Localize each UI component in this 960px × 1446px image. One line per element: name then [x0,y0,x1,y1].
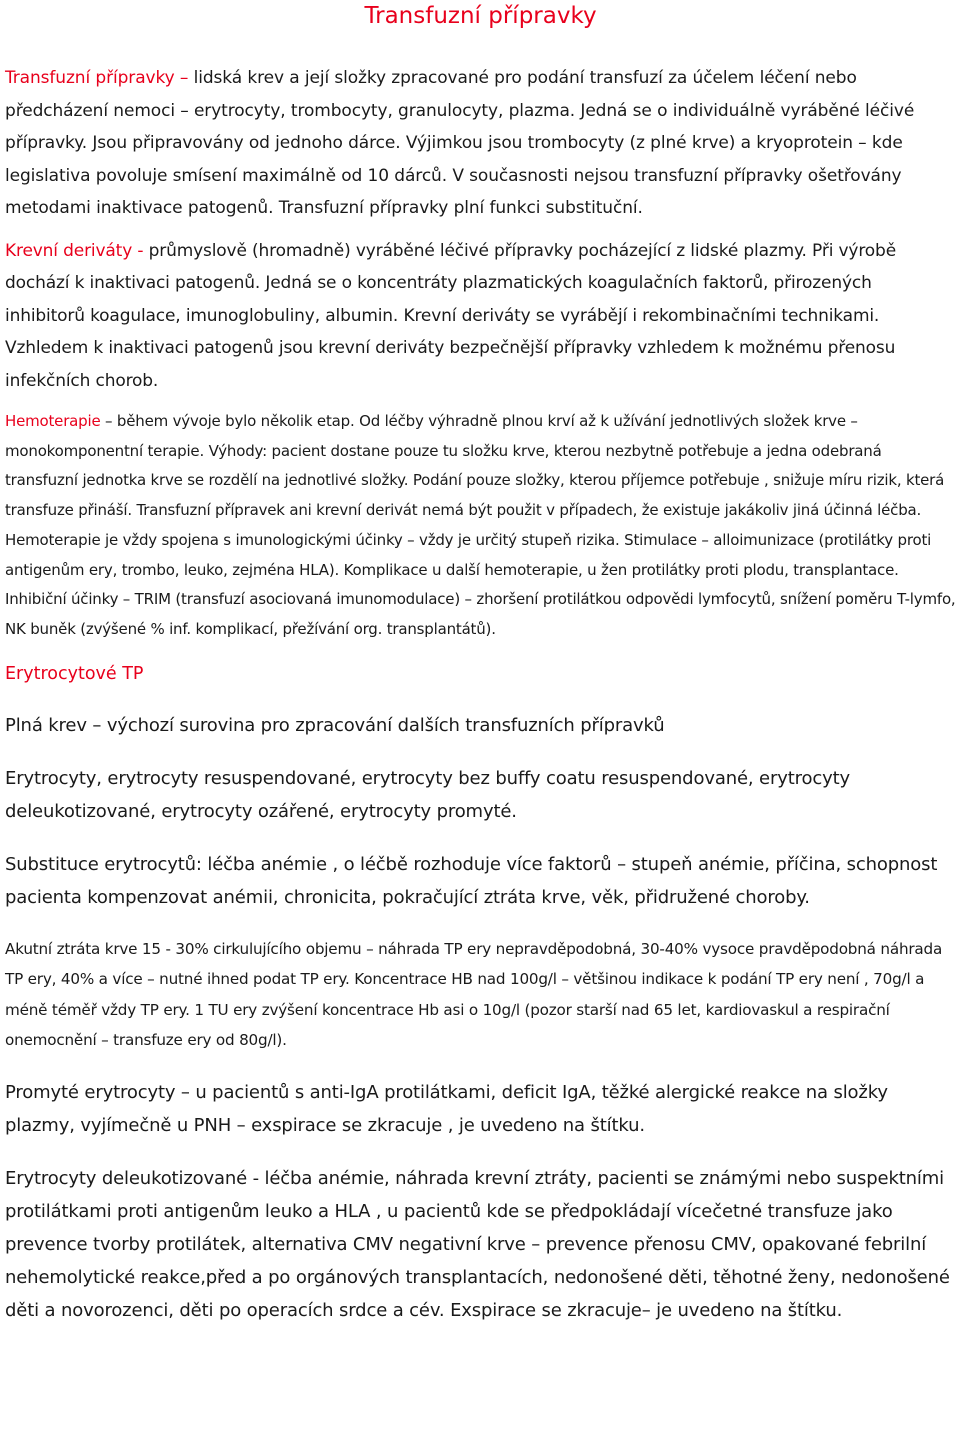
text-transfuzni-pripravky: lidská krev a její složky zpracované pro podání transfuzí za účelem léčení nebo předcházení nemoci – erytrocyty, trombocyty, granulocyty, plazma. Jedná se o individuálně vyráběné léčivé přípravky. Jsou připravovány od jednoho dárce. Výjimkou jsou trombocyty (z plné krve) a kryoprotein – kde legislativa povoluje smísení maximálně od 10 dárců. V současnosti nejsou transfuzní přípravky ošetřovány metodami inaktivace patogenů. Transfuzní přípravky plní funkci substituční. [5,68,915,218]
paragraph-substituce: Substituce erytrocytů: léčba anémie , o léčbě rozhoduje více faktorů – stupeň anémie, příčina, schopnost pacienta kompenzovat anémii, chronicita, pokračující ztráta krve, věk, přidružené choroby. [5,853,938,908]
paragraph-transfuzni-pripravky [5,62,956,225]
paragraph-krevni-derivaty [5,235,956,398]
text-krevni-derivaty: průmyslově (hromadně) vyráběné léčivé přípravky pocházející z lidské plazmy. Při výrobě dochází k inaktivaci patogenů. Jedná se o koncentráty plazmatických koagulačních faktorů, přirozených inhibitorů koagulace, imunoglobuliny, albumin. Krevní deriváty se vyrábějí i rekombinačními technikami. Vzhledem k inaktivaci patogenů jsou krevní deriváty bezpečnější přípravky vzhledem k možnému přenosu infekčních chorob. [5,240,897,391]
paragraph-hemoterapie [5,407,956,645]
paragraph-promyte-erytrocyty: Promyté erytrocyty – u pacientů s anti-IgA protilátkami, deficit IgA, těžké alergické reakce na složky plazmy, vyjímečně u PNH – exspirace se zkracuje , je uvedeno na štítku. [5,1081,888,1136]
text-hemoterapie: – během vývoje bylo několik etap. Od léčby výhradně plnou krví až k užívání jednotlivých složek krve – monokomponentní terapie. Výhody: pacient dostane pouze tu složku krve, kterou nezbytně potřebuje a jedna odebraná transfuzní jednotka krve se rozdělí na jednotlivé složky. Podání pouze složky, kterou příjemce potřebuje , snižuje míru rizik, která transfuze přináší. Transfuzní přípravek ani krevní derivát nemá být použit v případech, že existuje jakákoliv jiná účinná léčba. Hemoterapie je vždy spojena s imunologickými účinky – vždy je určitý stupeň rizika. Stimulace – alloimunizace (protilátky proti antigenům ery, trombo, leuko, zejména HLA). Komplikace u další hemoterapie, u žen protilátky proti plodu, transplantace. Inhibiční účinky – TRIM (transfuzí asociovaná imunomodulace) – zhoršení protilátkou odpovědi lymfocytů, snížení poměru T-lymfo, NK buněk (zvýšené % inf. komplikací, přežívání org. transplantátů). [5,412,956,638]
paragraph-erytrocyty-types: Erytrocyty, erytrocyty resuspendované, erytrocyty bez buffy coatu resuspendované, erytrocyty deleukotizované, erytrocyty ozářené, erytrocyty promyté. [5,767,850,822]
term-krevni-derivaty: Krevní deriváty - [5,240,149,261]
term-transfuzni-pripravky: Transfuzní přípravky – [5,68,194,88]
section-heading-erytrocytove-tp: Erytrocytové TP [5,663,144,684]
paragraph-deleukotizovane: Erytrocyty deleukotizované - léčba anémie, náhrada krevní ztráty, pacienti se známými nebo suspektními protilátkami proti antigenům leuko a HLA , u pacientů kde se předpokládají vícečetné transfuze jako prevence tvorby protilátek, alternativa CMV negativní krve – prevence přenosu CMV, opakované febrilní nehemolytické reakce,před a po orgánových transplantacích, nedonošené děti, těhotné ženy, nedonošené děti a novorozenci, děti po operacích srdce a cév. Exspirace se zkracuje– je uvedeno na štítku. [5,1167,950,1321]
paragraph-akutni-ztrata: Akutní ztráta krve 15 - 30% cirkulujícího objemu – náhrada TP ery nepravděpodobná, 30-40% vysoce pravděpodobná náhrada TP ery, 40% a více – nutné ihned podat TP ery. Koncentrace HB nad 100g/l – většinou indikace k podání TP ery není , 70g/l a méně téměř vždy TP ery. 1 TU ery zvýšení koncentrace Hb asi o 10g/l (pozor starší nad 65 let, kardiovaskul a respirační onemocnění – transfuze ery od 80g/l). [5,939,943,1050]
term-hemoterapie: Hemoterapie [5,412,101,430]
page-title: Transfuzní přípravky [364,3,597,29]
paragraph-plna-krev: Plná krev – výchozí surovina pro zpracování dalších transfuzních přípravků [5,714,665,736]
